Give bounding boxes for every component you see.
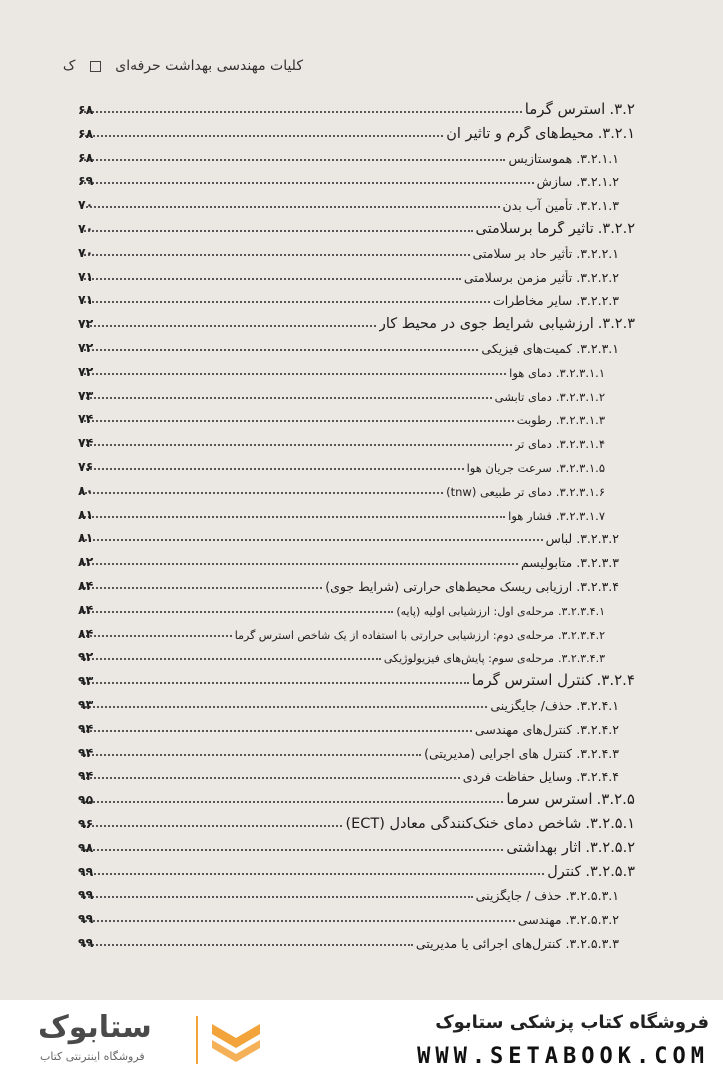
toc-entry-title: دمای تر طبیعی (tnw) [446, 484, 552, 499]
toc-page-number: ۷۰ [78, 197, 94, 213]
store-banner [0, 1000, 723, 1080]
toc-entry-number: ۳.۲.۵.۳. [585, 863, 635, 880]
toc-page-number: ۸۴ [78, 578, 94, 593]
dot-leader [81, 754, 421, 756]
dot-leader [81, 254, 470, 256]
dot-leader [81, 635, 232, 637]
toc-page-number: ۹۴ [78, 720, 94, 736]
toc-entry-title: ارزشیابی شرایط جوی در محیط کار [378, 316, 594, 333]
toc-entry-number: ۳.۲.۴.۴. [576, 769, 619, 785]
toc-page-number: ۷۶ [78, 459, 94, 474]
toc-row[interactable] [78, 333, 635, 356]
dot-leader [81, 801, 503, 803]
toc-row[interactable] [78, 619, 635, 642]
toc-row[interactable] [78, 500, 635, 523]
toc-row[interactable] [78, 166, 635, 189]
dot-leader [81, 920, 515, 922]
toc-entry-number: ۳.۲.۴.۲. [576, 721, 619, 737]
toc-page-number: ۹۹ [78, 887, 94, 903]
toc-entry-number: ۳.۲.۳.۱.۳. [555, 413, 605, 428]
toc-page-number: ۶۹ [78, 173, 94, 189]
toc-row[interactable] [78, 143, 635, 166]
toc-page-number: ۹۴ [78, 768, 94, 784]
toc-entry-number: ۳.۲.۴.۱. [576, 698, 619, 713]
toc-entry-number: ۳.۲.۳.۳. [576, 555, 619, 571]
toc-row[interactable] [78, 238, 635, 261]
toc-entry-number: ۳.۲.۵.۲. [585, 839, 635, 856]
toc-entry-title: تأثیر گرما برسلامتی [475, 221, 594, 237]
toc-entry-number: ۳.۲.۳.۱.۲. [555, 389, 605, 404]
toc-entry-title: فشار هوا [508, 508, 552, 523]
toc-row[interactable] [78, 571, 635, 594]
dot-leader [81, 896, 473, 898]
toc-row[interactable] [78, 262, 635, 285]
dot-leader [81, 706, 487, 708]
toc-page-number: ۹۹ [78, 935, 94, 950]
dot-leader [81, 516, 505, 518]
toc-row[interactable] [78, 523, 635, 546]
toc-entry-number: ۳.۲.۳.۱.۶. [555, 484, 605, 499]
toc-entry-title: متابولیسم [520, 555, 573, 571]
toc-row[interactable] [78, 428, 635, 451]
toc-entry-title: وسایل حفاظت فردی [462, 769, 573, 785]
toc-entry-title: دمای تر [514, 437, 552, 452]
toc-row[interactable] [78, 190, 635, 213]
toc-entry-title: تأثیر مزمن برسلامتی [463, 269, 573, 285]
toc-entry-title: مرحله‌ی اول: ارزشیابی اولیه (پایه) [396, 604, 554, 618]
dot-leader [81, 373, 506, 375]
toc-row[interactable] [78, 642, 635, 665]
toc-entry-number: ۳.۲.۳.۴.۲. [557, 628, 605, 642]
toc-entry-title: محیط‌های گرم و تأثیر آن [446, 125, 594, 142]
dot-leader [81, 420, 514, 422]
toc-row[interactable] [78, 880, 635, 903]
toc-entry-number: ۳.۲.۱.۱. [576, 150, 619, 166]
toc-entry-number: ۳.۲.۳.۱. [576, 341, 619, 356]
website-url[interactable]: WWW.SETABOOK.COM [417, 1044, 709, 1069]
toc-entry-title: شاخص دمای خنک‌کنندگی معادل (ECT) [345, 816, 582, 832]
toc-entry-number: ۳.۲.۳.۱.۱. [555, 365, 605, 380]
dot-leader [81, 206, 500, 208]
toc-row[interactable] [78, 785, 635, 808]
dot-leader [81, 230, 473, 232]
toc-page-number: ۷۲ [78, 340, 94, 355]
toc-page-number: ۷۲ [78, 316, 94, 332]
dot-leader [81, 111, 522, 113]
toc-entry-title: رطوبت [516, 413, 552, 428]
dot-leader [81, 873, 544, 875]
toc-page-number: ۷۴ [78, 435, 94, 451]
toc-row[interactable] [78, 738, 635, 761]
dot-leader [81, 730, 472, 732]
logo-name: ستابوک [38, 1010, 152, 1045]
toc-entry-number: ۳.۲.۵.۳.۲. [565, 912, 619, 928]
toc-row[interactable] [78, 119, 635, 142]
dot-leader [81, 777, 460, 779]
toc-page-number: ۷۱ [78, 292, 94, 308]
dot-leader [81, 587, 322, 589]
toc-entry-number: ۳.۲.۵.۳.۳. [565, 936, 619, 951]
header-title: کلیات مهندسی بهداشت حرفه‌ای [115, 58, 303, 74]
toc-entry-number: ۳.۲.۳.۱.۷. [555, 508, 605, 523]
dot-leader [81, 849, 503, 851]
toc-entry-title: حذف/ جایگزینی [490, 698, 573, 713]
dot-leader [81, 658, 381, 660]
toc-page-number: ۹۳ [78, 673, 94, 689]
toc-row[interactable] [78, 285, 635, 308]
toc-entry-title: حذف / جایگزینی [475, 888, 562, 904]
toc-entry-number: ۳.۲.۱.۲. [576, 174, 619, 190]
toc-entry-number: ۳.۲.۵.۱. [585, 816, 635, 832]
toc-entry-title: آثار بهداشتی [506, 839, 582, 856]
toc-row[interactable] [78, 595, 635, 618]
toc-page-number: ۸۴ [78, 625, 94, 641]
dot-leader [81, 682, 469, 684]
toc-entry-title: سایر مخاطرات [492, 293, 573, 309]
toc-entry-title: هموستازیس [508, 150, 573, 166]
dot-leader [81, 825, 342, 827]
toc-entry-title: کمیت‌های فیزیکی [481, 341, 573, 356]
toc-entry-title: ارزیابی ریسک محیط‌های حرارتی (شرایط جوی) [325, 579, 573, 594]
toc-row[interactable] [78, 452, 635, 475]
dot-leader [81, 539, 543, 541]
toc-entry-title: مرحله‌ی سوم: پایش‌های فیزیولوژیکی [383, 652, 554, 666]
shop-name: فروشگاه کتاب پزشکی ستابوک [435, 1012, 709, 1033]
toc-page-number: ۶۸ [78, 125, 94, 141]
toc-row[interactable] [78, 833, 635, 856]
toc-page-number: ۹۲ [78, 649, 94, 665]
toc-page-number: ۷۰ [78, 244, 94, 260]
toc-page-number: ۸۲ [78, 554, 94, 570]
toc-page-number: ۷۱ [78, 268, 94, 284]
toc-row[interactable] [78, 357, 635, 380]
toc-entry-title: کنترل‌های مهندسی [474, 721, 573, 737]
toc-entry-number: ۳.۲.۵. [596, 790, 635, 809]
toc-entry-title: لباس [545, 531, 573, 547]
setabook-logo-icon [208, 1018, 264, 1064]
dot-leader [81, 349, 478, 351]
dot-leader [81, 468, 464, 470]
toc-entry-number: ۳.۲.۳. [597, 316, 635, 333]
toc-entry-title: کنترل [547, 863, 582, 880]
toc-row[interactable] [78, 95, 635, 118]
toc-row[interactable] [78, 809, 635, 832]
toc-entry-title: دمای تابشی [494, 389, 552, 404]
dot-leader [81, 397, 492, 399]
toc-page-number: ۹۳ [78, 697, 94, 712]
toc-row[interactable] [78, 666, 635, 689]
toc-page-number: ۶۸ [78, 149, 94, 165]
toc-row[interactable] [78, 761, 635, 784]
toc-entry-number: ۳.۲. [609, 100, 635, 118]
dot-leader [81, 182, 534, 184]
toc-row[interactable] [78, 690, 635, 713]
toc-entry-number: ۳.۲.۱. [597, 125, 635, 142]
toc-page-number: ۸۰ [78, 482, 94, 498]
toc-row[interactable] [78, 404, 635, 427]
toc-entry-title: کنترل‌های اجرائی یا مدیریتی [415, 936, 562, 951]
dot-leader [81, 301, 490, 303]
toc-entry-number: ۳.۲.۲.۱. [576, 245, 619, 261]
dot-leader [81, 611, 393, 613]
logo-divider [196, 1016, 198, 1064]
toc-entry-title: تأمین آب بدن [502, 198, 573, 214]
dot-leader [81, 444, 512, 446]
toc-page-number: ۹۴ [78, 744, 94, 760]
toc-page-number: ۸۱ [78, 506, 94, 522]
toc-page-number: ۹۹ [78, 911, 94, 927]
toc-entry-number: ۳.۲.۳.۴.۳. [557, 652, 605, 666]
toc-entry-number: ۳.۲.۳.۲. [576, 531, 619, 547]
toc-row[interactable] [78, 904, 635, 927]
toc-entry-title: استرس سرما [506, 790, 593, 809]
toc-entry-title: مهندسی [517, 912, 562, 928]
toc-entry-title: کنترل های اجرایی (مدیریتی) [424, 745, 573, 761]
toc-entry-number: ۳.۲.۲. [597, 221, 635, 237]
toc-entry-title: مرحله‌ی دوم: ارزشیابی حرارتی با استفاده از یک شاخص استرس گرما [234, 628, 554, 642]
toc-page-number: ۹۶ [78, 816, 94, 831]
dot-leader [81, 492, 443, 494]
dot-leader [81, 325, 376, 327]
dot-leader [81, 135, 443, 137]
toc-page-number: ۹۹ [78, 863, 94, 879]
toc-page-number: ۸۱ [78, 530, 94, 546]
toc-entry-number: ۳.۲.۳.۱.۴. [555, 437, 605, 452]
toc-page-number: ۷۰ [78, 221, 94, 236]
logo-subtitle: فروشگاه اینترنتی کتاب [40, 1050, 145, 1063]
dot-leader [81, 278, 461, 280]
toc-entry-number: ۳.۲.۴. [596, 671, 635, 690]
toc-entry-title: سازش [536, 174, 573, 190]
toc-page-number: ۹۵ [78, 792, 94, 808]
toc-page-number: ۹۸ [78, 839, 94, 855]
toc-row[interactable] [78, 309, 635, 332]
dot-leader [81, 563, 518, 565]
toc-page-number: ۸۴ [78, 601, 94, 617]
toc-entry-number: ۳.۲.۳.۴. [576, 579, 619, 594]
dot-leader [81, 159, 505, 161]
dot-leader [81, 944, 413, 946]
toc-entry-number: ۳.۲.۳.۴.۱. [557, 604, 605, 618]
toc-page-number: ۷۲ [78, 363, 94, 379]
toc-entry-title: تأثیر حاد بر سلامتی [472, 245, 573, 261]
toc-entry-title: کنترل استرس گرما [471, 671, 593, 690]
toc-page-number: ۷۳ [78, 387, 94, 403]
toc-row[interactable] [78, 857, 635, 880]
header-page-letter: ک [62, 58, 76, 74]
toc-entry-title: دمای هوا [509, 365, 552, 380]
toc-row[interactable] [78, 476, 635, 499]
toc-row[interactable] [78, 928, 635, 951]
toc-entry-number: ۳.۲.۱.۳. [576, 198, 619, 214]
toc-entry-number: ۳.۲.۵.۳.۱. [565, 888, 619, 904]
toc-entry-number: ۳.۲.۲.۲. [576, 269, 619, 285]
toc-row[interactable] [78, 381, 635, 404]
toc-entry-title: سرعت جریان هوا [466, 461, 552, 475]
toc-entry-number: ۳.۲.۲.۳. [576, 293, 619, 309]
toc-row[interactable] [78, 214, 635, 237]
toc-row[interactable] [78, 714, 635, 737]
toc-entry-number: ۳.۲.۴.۳. [576, 745, 619, 761]
toc-page-number: ۶۸ [78, 102, 94, 117]
toc-page-number: ۷۴ [78, 411, 94, 427]
toc-entry-number: ۳.۲.۳.۱.۵. [555, 461, 605, 475]
toc-entry-title: استرس گرما [524, 100, 606, 118]
toc-row[interactable] [78, 547, 635, 570]
